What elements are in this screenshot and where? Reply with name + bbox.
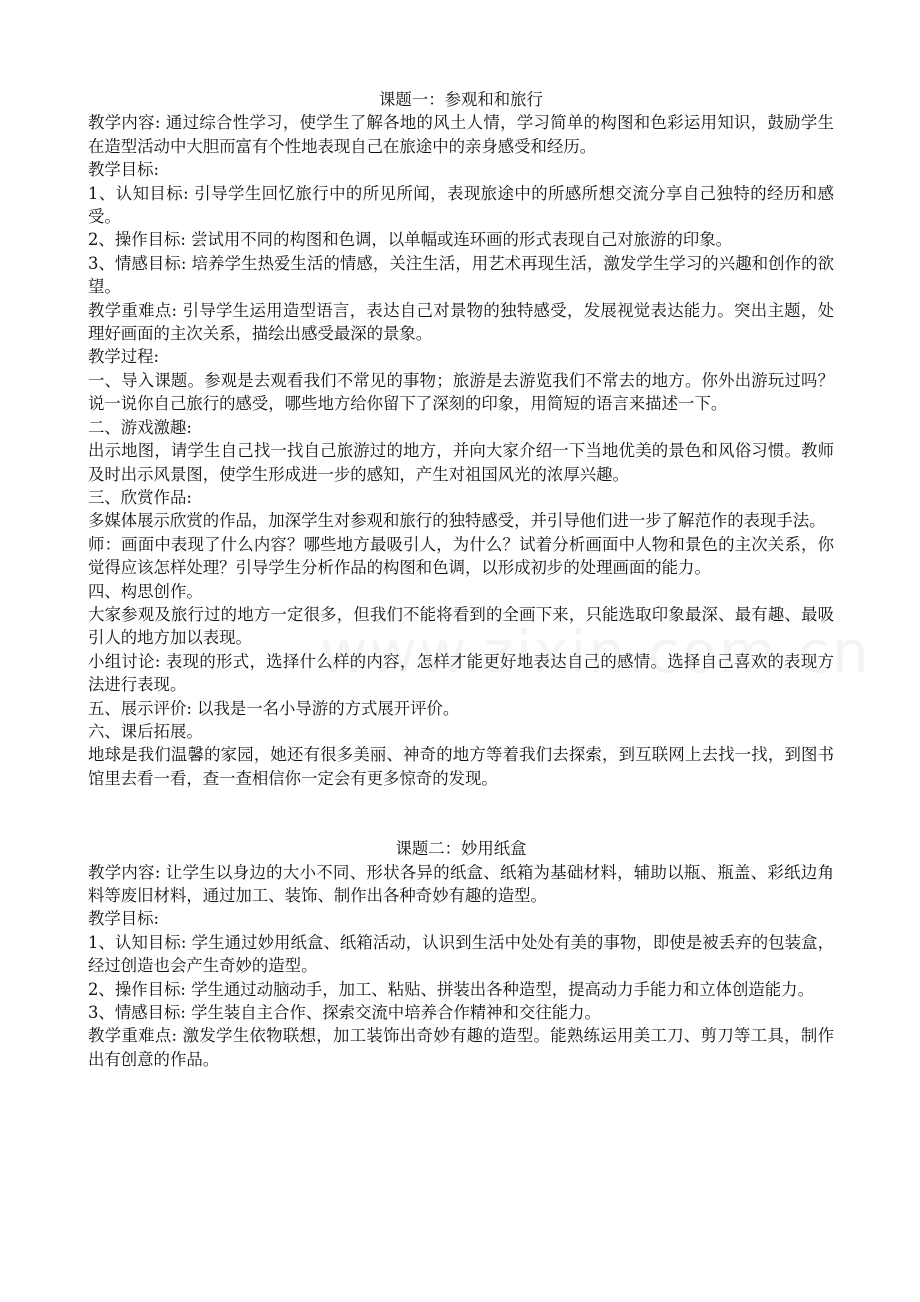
document-page	[88, 88, 834, 1071]
section-1-body	[88, 111, 834, 790]
paragraph: 三、欣赏作品:	[88, 487, 192, 507]
paragraph: 六、课后拓展。	[88, 721, 203, 741]
paragraph: 师：画面中表现了什么内容？哪些地方最吸引人，为什么？试着分析画面中人物和景色的主次关系，你觉得应该怎样处理？引导学生分析作品的构图和色调，以形成初步的处理画面的能力。	[88, 534, 834, 578]
paragraph: 3、情感目标: 学生装自主合作、探索交流中培养合作精神和交往能力。	[88, 1003, 601, 1023]
paragraph: 教学重难点: 激发学生依物联想，加工装饰出奇妙有趣的造型。能熟练运用美工刀、剪刀等工具，制作出有创意的作品。	[88, 1026, 834, 1069]
section-gap	[88, 790, 834, 837]
paragraph: 小组讨论: 表现的形式，选择什么样的内容，怎样才能更好地表达自己的感情。选择自己喜欢的表现方法进行表现。	[88, 651, 834, 695]
paragraph: 1、认知目标: 学生通过妙用纸盒、纸箱活动，认识到生活中处处有美的事物，即使是被丢弃的包装盒，经过创造也会产生奇妙的造型。	[88, 932, 834, 976]
paragraph: 地球是我们温馨的家园，她还有很多美丽、神奇的地方等着我们去探索，到互联网上去找一找，到图书馆里去看一看，查一查相信你一定会有更多惊奇的发现。	[88, 745, 834, 788]
paragraph: 教学目标:	[88, 909, 160, 929]
paragraph: 教学重难点: 引导学生运用造型语言，表达自己对景物的独特感受，发展视觉表达能力。突出主题，处理好画面的主次关系，描绘出感受最深的景象。	[88, 300, 834, 344]
paragraph: 出示地图，请学生自己找一找自己旅游过的地方，并向大家介绍一下当地优美的景色和风俗习惯。教师及时出示风景图，使学生形成进一步的感知，产生对祖国风光的浓厚兴趣。	[88, 441, 834, 484]
section-2-title: 课题二：妙用纸盒	[395, 839, 527, 859]
paragraph: 教学内容: 让学生以身边的大小不同、形状各异的纸盒、纸箱为基础材料，辅助以瓶、瓶盖、彩纸边角料等废旧材料，通过加工、装饰、制作出各种奇妙有趣的造型。	[88, 862, 834, 905]
paragraph: 教学内容: 通过综合性学习，使学生了解各地的风土人情，学习简单的构图和色彩运用知识，鼓励学生在造型活动中大胆而富有个性地表现自己在旅途中的亲身感受和经历。	[88, 113, 834, 156]
paragraph: 1、认知目标: 引导学生回忆旅行中的所见所闻，表现旅途中的所感所想交流分享自己独特的经历和感受。	[88, 183, 834, 227]
section-1-title: 课题一：参观和和旅行	[379, 90, 543, 109]
paragraph: 3、情感目标: 培养学生热爱生活的情感，关注生活，用艺术再现生活，激发学生学习的兴趣和创作的欲望。	[88, 253, 834, 297]
paragraph: 2、操作目标: 尝试用不同的构图和色调，以单幅或连环画的形式表现自己对旅游的印象。	[88, 230, 733, 250]
section-2-body	[88, 861, 834, 1072]
paragraph: 五、展示评价: 以我是一名小导游的方式展开评价。	[88, 698, 460, 718]
paragraph: 四、构思创作。	[88, 581, 203, 601]
paragraph: 教学过程:	[88, 347, 160, 367]
paragraph: 教学目标:	[88, 160, 160, 180]
paragraph: 二、游戏激趣:	[88, 417, 192, 437]
paragraph: 2、操作目标: 学生通过动脑动手，加工、粘贴、拼装出各种造型，提高动力手能力和立体创造能力。	[88, 979, 814, 999]
paragraph: 大家参观及旅行过的地方一定很多，但我们不能将看到的全画下来，只能选取印象最深、最有趣、最吸引人的地方加以表现。	[88, 604, 834, 648]
paragraph: 多媒体展示欣赏的作品，加深学生对参观和旅行的独特感受，并引导他们进一步了解范作的表现手法。	[88, 511, 826, 531]
paragraph: 一、导入课题。参观是去观看我们不常见的事物；旅游是去游览我们不常去的地方。你外出游玩过吗？说一说你自己旅行的感受，哪些地方给你留下了深刻的印象，用简短的语言来描述一下。	[88, 370, 834, 414]
